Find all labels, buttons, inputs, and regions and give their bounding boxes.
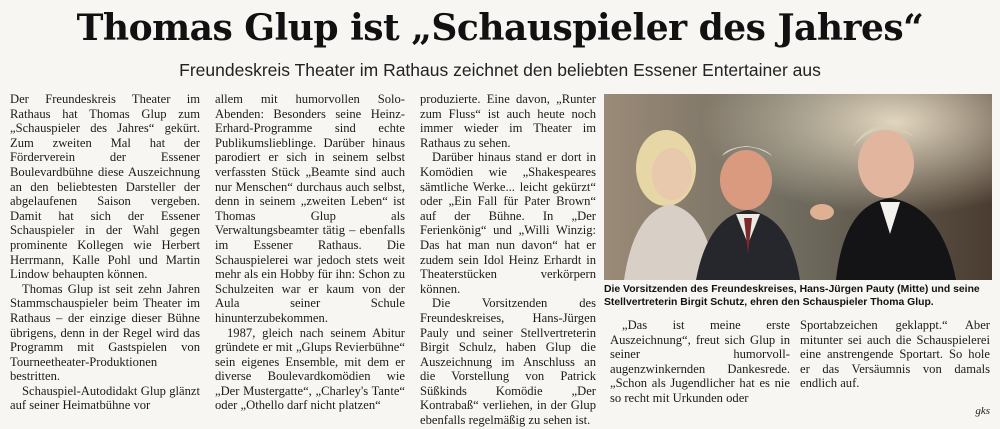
paragraph: 1987, gleich nach seinem Abitur gründete er mit „Glups Revierbühne“ sein eigenes Ensemble, mit dem er diverse Boulevardkomödien wie „Der Mustergatte“, „Charley's Tante“ oder „Othello darf nicht platzen“	[215, 325, 405, 413]
paragraph: Darüber hinaus stand er dort in Komödien wie „Shakespeares sämtliche Werke... leicht gekürzt“ oder „Ein Fall für Pater Brown“ auf der Bühne. In „Der Ferienkönig“ und „Willi Winzig: Das hat man nun davon“ hat er zudem sein Idol Heinz Erhardt in Theaterstücken verkörpern können.	[420, 150, 596, 296]
headline: Thomas Glup ist „Schauspieler des Jahres“	[76, 7, 924, 49]
paragraph: Thomas Glup ist seit zehn Jahren Stammschauspieler beim Theater im Rathaus – der einzige dieser Bühne übrigens, denn in der Regel wird das Programm mit Gastspielen von Tourneetheater-Produktionen bestritten.	[10, 281, 200, 384]
paragraph: Die Vorsitzenden des Freundeskreises, Hans-Jürgen Pauly und seiner Stellvertreterin Birgit Schulz, haben Glup die Auszeichnung im Anschluss an die Vorstellung von Patrick Süßkinds Komödie „Der Kontrabaß“ verliehen, in der Glup ebenfalls regelmäßig zu sehen ist.	[420, 296, 596, 428]
article-column-2	[215, 92, 405, 413]
paragraph: „Das ist meine erste Auszeichnung“, freut sich Glup in seiner humorvoll-augenzwinkernden Dankesrede. „Schon als Jugendlicher hat es nie so recht mit Urkunden oder	[610, 318, 790, 405]
subheadline: Freundeskreis Theater im Rathaus zeichnet den beliebten Essener Entertainer aus	[179, 60, 821, 80]
paragraph: Der Freundeskreis Theater im Rathaus hat Thomas Glup zum „Schauspieler des Jahres“ gekürt. Zum zweiten Mal hat der Förderverein der Essener Boulevardbühne diese Auszeichnung an den beliebtesten Darsteller der abgelaufenen Saison vergeben. Damit hat sich der Essener Schauspieler in der Wahl gegen prominente Kollegen wie Herbert Herrmann, Kalle Pohl und Martin Lindow behaupten können.	[10, 92, 200, 282]
article-column-3	[420, 92, 596, 428]
paragraph: Schauspiel-Autodidakt Glup glänzt auf seiner Heimatbühne vor	[10, 383, 200, 413]
article-photo	[604, 94, 992, 280]
article-column-1	[10, 92, 200, 413]
article-column-4	[610, 318, 790, 406]
photo-illustration	[604, 94, 992, 280]
paragraph: allem mit humorvollen Solo-Abenden: Besonders seine Heinz-Erhard-Programme sind echte Publikumslieblinge. Darüber hinaus parodiert er sich in seinem selbst verfassten Stück „Beamte sind auch nur Menschen“ durchaus auch selbst, denn in seinem „zweiten Leben“ ist Thomas Glup als Verwaltungsbeamter tätig – ebenfalls im Essener Rathaus. Die Schauspielerei war jedoch stets weit mehr als ein Hobby für ihn: Schon zu Schulzeiten war er kaum von der Aula seiner Schule hinunterzubekommen.	[215, 92, 405, 325]
photo-caption: Die Vorsitzenden des Freundeskreises, Hans-Jürgen Pauty (Mitte) und seine Stellvertreterin Birgit Schutz, ehren den Schauspieler Thoma Glup.	[604, 284, 980, 308]
article-column-5	[800, 318, 990, 391]
author-signature: gks	[975, 405, 990, 417]
paragraph: produzierte. Eine davon, „Runter zum Fluss“ ist auch heute noch immer wieder im Theater im Rathaus zu sehen.	[420, 92, 596, 150]
paragraph: Sportabzeichen geklappt.“ Aber mitunter sei auch die Schauspielerei eine anstrengende Sportart. So hole er das Versäumnis von damals endlich auf.	[800, 318, 990, 391]
